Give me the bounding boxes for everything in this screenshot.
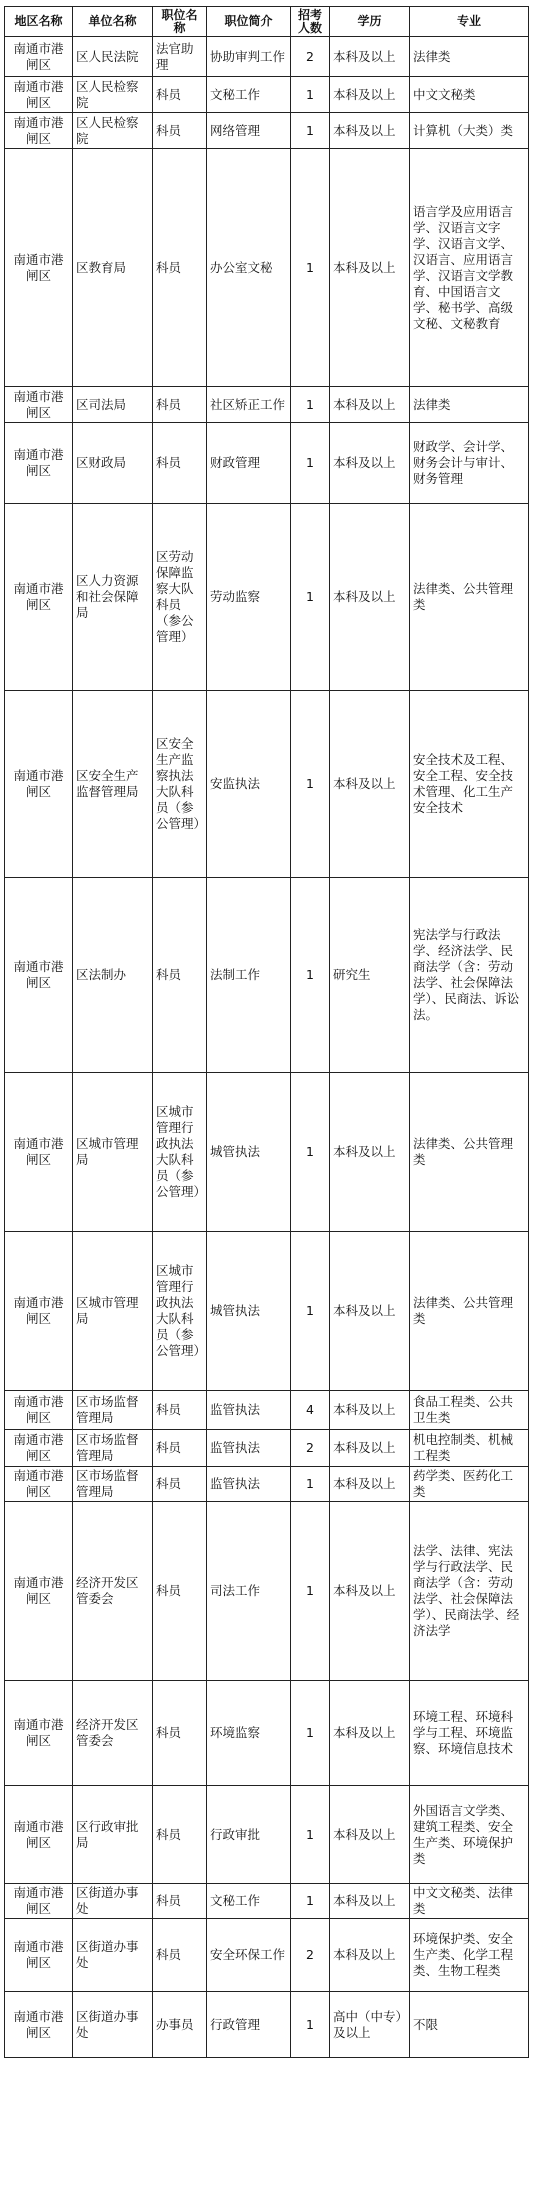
cell-count: 1 <box>291 423 330 504</box>
cell-region: 南通市港闸区 <box>5 504 73 691</box>
cell-education: 本科及以上 <box>330 1430 410 1467</box>
cell-position: 科员 <box>153 1391 207 1430</box>
cell-education: 本科及以上 <box>330 1919 410 1992</box>
cell-unit: 区司法局 <box>73 387 153 423</box>
cell-education: 本科及以上 <box>330 504 410 691</box>
cell-description: 环境监察 <box>207 1681 291 1786</box>
header-education: 学历 <box>330 7 410 37</box>
cell-region: 南通市港闸区 <box>5 1073 73 1232</box>
cell-education: 本科及以上 <box>330 423 410 504</box>
cell-education: 本科及以上 <box>330 1073 410 1232</box>
cell-education: 本科及以上 <box>330 1681 410 1786</box>
cell-count: 1 <box>291 1467 330 1502</box>
cell-description: 办公室文秘 <box>207 149 291 387</box>
table-row <box>5 423 529 504</box>
cell-region: 南通市港闸区 <box>5 878 73 1073</box>
cell-count: 1 <box>291 1073 330 1232</box>
cell-count: 1 <box>291 113 330 149</box>
cell-position: 科员 <box>153 113 207 149</box>
cell-education: 本科及以上 <box>330 113 410 149</box>
table-row <box>5 1502 529 1681</box>
cell-region: 南通市港闸区 <box>5 1502 73 1681</box>
cell-region: 南通市港闸区 <box>5 37 73 77</box>
cell-position: 区安全生产监察执法大队科员（参公管理） <box>153 691 207 878</box>
table-row <box>5 878 529 1073</box>
header-region: 地区名称 <box>5 7 73 37</box>
header-position: 职位名称 <box>153 7 207 37</box>
cell-major: 法律类、公共管理类 <box>410 504 529 691</box>
cell-education: 本科及以上 <box>330 77 410 113</box>
cell-count: 1 <box>291 1502 330 1681</box>
cell-major: 法律类、公共管理类 <box>410 1073 529 1232</box>
cell-major: 计算机（大类）类 <box>410 113 529 149</box>
cell-description: 司法工作 <box>207 1502 291 1681</box>
cell-count: 1 <box>291 77 330 113</box>
cell-major: 法律类、公共管理类 <box>410 1232 529 1391</box>
table-row <box>5 1786 529 1884</box>
cell-region: 南通市港闸区 <box>5 1430 73 1467</box>
cell-unit: 区财政局 <box>73 423 153 504</box>
cell-region: 南通市港闸区 <box>5 1391 73 1430</box>
header-major: 专业 <box>410 7 529 37</box>
cell-major: 法学、法律、宪法学与行政法学、民商法学（含：劳动法学、社会保障法学）、民商法学、经济法学 <box>410 1502 529 1681</box>
cell-description: 文秘工作 <box>207 1884 291 1919</box>
table-row <box>5 1992 529 2058</box>
cell-unit: 区行政审批局 <box>73 1786 153 1884</box>
cell-unit: 区法制办 <box>73 878 153 1073</box>
cell-count: 1 <box>291 149 330 387</box>
cell-unit: 经济开发区管委会 <box>73 1681 153 1786</box>
cell-position: 科员 <box>153 387 207 423</box>
cell-description: 监管执法 <box>207 1391 291 1430</box>
cell-region: 南通市港闸区 <box>5 423 73 504</box>
cell-position: 科员 <box>153 1430 207 1467</box>
cell-unit: 区人力资源和社会保障局 <box>73 504 153 691</box>
cell-count: 1 <box>291 691 330 878</box>
cell-count: 2 <box>291 37 330 77</box>
table-row <box>5 504 529 691</box>
cell-count: 1 <box>291 387 330 423</box>
header-row <box>5 7 529 37</box>
cell-count: 1 <box>291 1992 330 2058</box>
cell-major: 中文文秘类、法律类 <box>410 1884 529 1919</box>
cell-position: 科员 <box>153 1786 207 1884</box>
table-row <box>5 1467 529 1502</box>
cell-description: 行政审批 <box>207 1786 291 1884</box>
table-row <box>5 1391 529 1430</box>
cell-major: 法律类 <box>410 387 529 423</box>
recruitment-table <box>4 6 529 2058</box>
cell-count: 4 <box>291 1391 330 1430</box>
cell-region: 南通市港闸区 <box>5 113 73 149</box>
cell-position: 区劳动保障监察大队科员（参公管理） <box>153 504 207 691</box>
cell-region: 南通市港闸区 <box>5 149 73 387</box>
cell-position: 科员 <box>153 423 207 504</box>
table-row <box>5 1884 529 1919</box>
table-row <box>5 1073 529 1232</box>
cell-major: 财政学、会计学、财务会计与审计、财务管理 <box>410 423 529 504</box>
cell-position: 区城市管理行政执法大队科员（参公管理） <box>153 1073 207 1232</box>
cell-description: 网络管理 <box>207 113 291 149</box>
cell-education: 本科及以上 <box>330 387 410 423</box>
header-count: 招考人数 <box>291 7 330 37</box>
cell-major: 中文文秘类 <box>410 77 529 113</box>
cell-unit: 区街道办事处 <box>73 1884 153 1919</box>
table-row <box>5 149 529 387</box>
cell-unit: 区街道办事处 <box>73 1919 153 1992</box>
table-row <box>5 77 529 113</box>
cell-region: 南通市港闸区 <box>5 77 73 113</box>
cell-description: 法制工作 <box>207 878 291 1073</box>
cell-unit: 区安全生产监督管理局 <box>73 691 153 878</box>
cell-education: 本科及以上 <box>330 1391 410 1430</box>
cell-description: 监管执法 <box>207 1467 291 1502</box>
cell-description: 行政管理 <box>207 1992 291 2058</box>
table-body <box>5 37 529 2058</box>
cell-education: 高中（中专）及以上 <box>330 1992 410 2058</box>
cell-count: 2 <box>291 1430 330 1467</box>
cell-description: 监管执法 <box>207 1430 291 1467</box>
cell-position: 科员 <box>153 149 207 387</box>
cell-region: 南通市港闸区 <box>5 1884 73 1919</box>
table-row <box>5 113 529 149</box>
cell-count: 1 <box>291 1681 330 1786</box>
cell-education: 本科及以上 <box>330 149 410 387</box>
cell-unit: 区市场监督管理局 <box>73 1391 153 1430</box>
cell-education: 本科及以上 <box>330 1502 410 1681</box>
cell-region: 南通市港闸区 <box>5 387 73 423</box>
cell-unit: 区街道办事处 <box>73 1992 153 2058</box>
table-row <box>5 1681 529 1786</box>
cell-major: 宪法学与行政法学、经济法学、民商法学（含：劳动法学、社会保障法学）、民商法、诉讼法。 <box>410 878 529 1073</box>
table-row <box>5 387 529 423</box>
cell-major: 药学类、医药化工类 <box>410 1467 529 1502</box>
cell-position: 科员 <box>153 1502 207 1681</box>
cell-position: 科员 <box>153 1681 207 1786</box>
table-row <box>5 1919 529 1992</box>
cell-education: 本科及以上 <box>330 1884 410 1919</box>
cell-unit: 区教育局 <box>73 149 153 387</box>
cell-major: 环境保护类、安全生产类、化学工程类、生物工程类 <box>410 1919 529 1992</box>
cell-count: 1 <box>291 1884 330 1919</box>
cell-description: 文秘工作 <box>207 77 291 113</box>
table-row <box>5 1430 529 1467</box>
cell-description: 安全环保工作 <box>207 1919 291 1992</box>
cell-education: 本科及以上 <box>330 691 410 878</box>
cell-education: 本科及以上 <box>330 1467 410 1502</box>
cell-position: 办事员 <box>153 1992 207 2058</box>
cell-major: 安全技术及工程、安全工程、安全技术管理、化工生产安全技术 <box>410 691 529 878</box>
cell-position: 科员 <box>153 1919 207 1992</box>
cell-position: 科员 <box>153 77 207 113</box>
cell-region: 南通市港闸区 <box>5 1681 73 1786</box>
cell-description: 安监执法 <box>207 691 291 878</box>
cell-region: 南通市港闸区 <box>5 1992 73 2058</box>
table-row <box>5 691 529 878</box>
cell-major: 食品工程类、公共卫生类 <box>410 1391 529 1430</box>
cell-major: 机电控制类、机械工程类 <box>410 1430 529 1467</box>
cell-region: 南通市港闸区 <box>5 1786 73 1884</box>
header-description: 职位简介 <box>207 7 291 37</box>
cell-position: 区城市管理行政执法大队科员（参公管理） <box>153 1232 207 1391</box>
cell-description: 协助审判工作 <box>207 37 291 77</box>
cell-region: 南通市港闸区 <box>5 1232 73 1391</box>
cell-description: 城管执法 <box>207 1073 291 1232</box>
cell-education: 本科及以上 <box>330 1786 410 1884</box>
cell-description: 城管执法 <box>207 1232 291 1391</box>
cell-count: 1 <box>291 1786 330 1884</box>
cell-description: 社区矫正工作 <box>207 387 291 423</box>
cell-description: 财政管理 <box>207 423 291 504</box>
cell-count: 1 <box>291 878 330 1073</box>
cell-count: 1 <box>291 1232 330 1391</box>
cell-region: 南通市港闸区 <box>5 1467 73 1502</box>
table-row <box>5 37 529 77</box>
cell-count: 2 <box>291 1919 330 1992</box>
header-unit: 单位名称 <box>73 7 153 37</box>
cell-unit: 区城市管理局 <box>73 1073 153 1232</box>
cell-position: 法官助理 <box>153 37 207 77</box>
cell-description: 劳动监察 <box>207 504 291 691</box>
cell-major: 法律类 <box>410 37 529 77</box>
cell-major: 环境工程、环境科学与工程、环境监察、环境信息技术 <box>410 1681 529 1786</box>
cell-position: 科员 <box>153 1884 207 1919</box>
cell-education: 研究生 <box>330 878 410 1073</box>
cell-unit: 区城市管理局 <box>73 1232 153 1391</box>
cell-unit: 区人民检察院 <box>73 113 153 149</box>
cell-region: 南通市港闸区 <box>5 1919 73 1992</box>
cell-position: 科员 <box>153 878 207 1073</box>
cell-major: 外国语言文学类、建筑工程类、安全生产类、环境保护类 <box>410 1786 529 1884</box>
cell-major: 不限 <box>410 1992 529 2058</box>
cell-unit: 区市场监督管理局 <box>73 1430 153 1467</box>
cell-unit: 区市场监督管理局 <box>73 1467 153 1502</box>
cell-unit: 经济开发区管委会 <box>73 1502 153 1681</box>
cell-education: 本科及以上 <box>330 1232 410 1391</box>
cell-count: 1 <box>291 504 330 691</box>
cell-region: 南通市港闸区 <box>5 691 73 878</box>
cell-unit: 区人民法院 <box>73 37 153 77</box>
cell-unit: 区人民检察院 <box>73 77 153 113</box>
table-row <box>5 1232 529 1391</box>
cell-position: 科员 <box>153 1467 207 1502</box>
cell-major: 语言学及应用语言学、汉语言文字学、汉语言文学、汉语言、应用语言学、汉语言文学教育、中国语言文学、秘书学、高级文秘、文秘教育 <box>410 149 529 387</box>
cell-education: 本科及以上 <box>330 37 410 77</box>
